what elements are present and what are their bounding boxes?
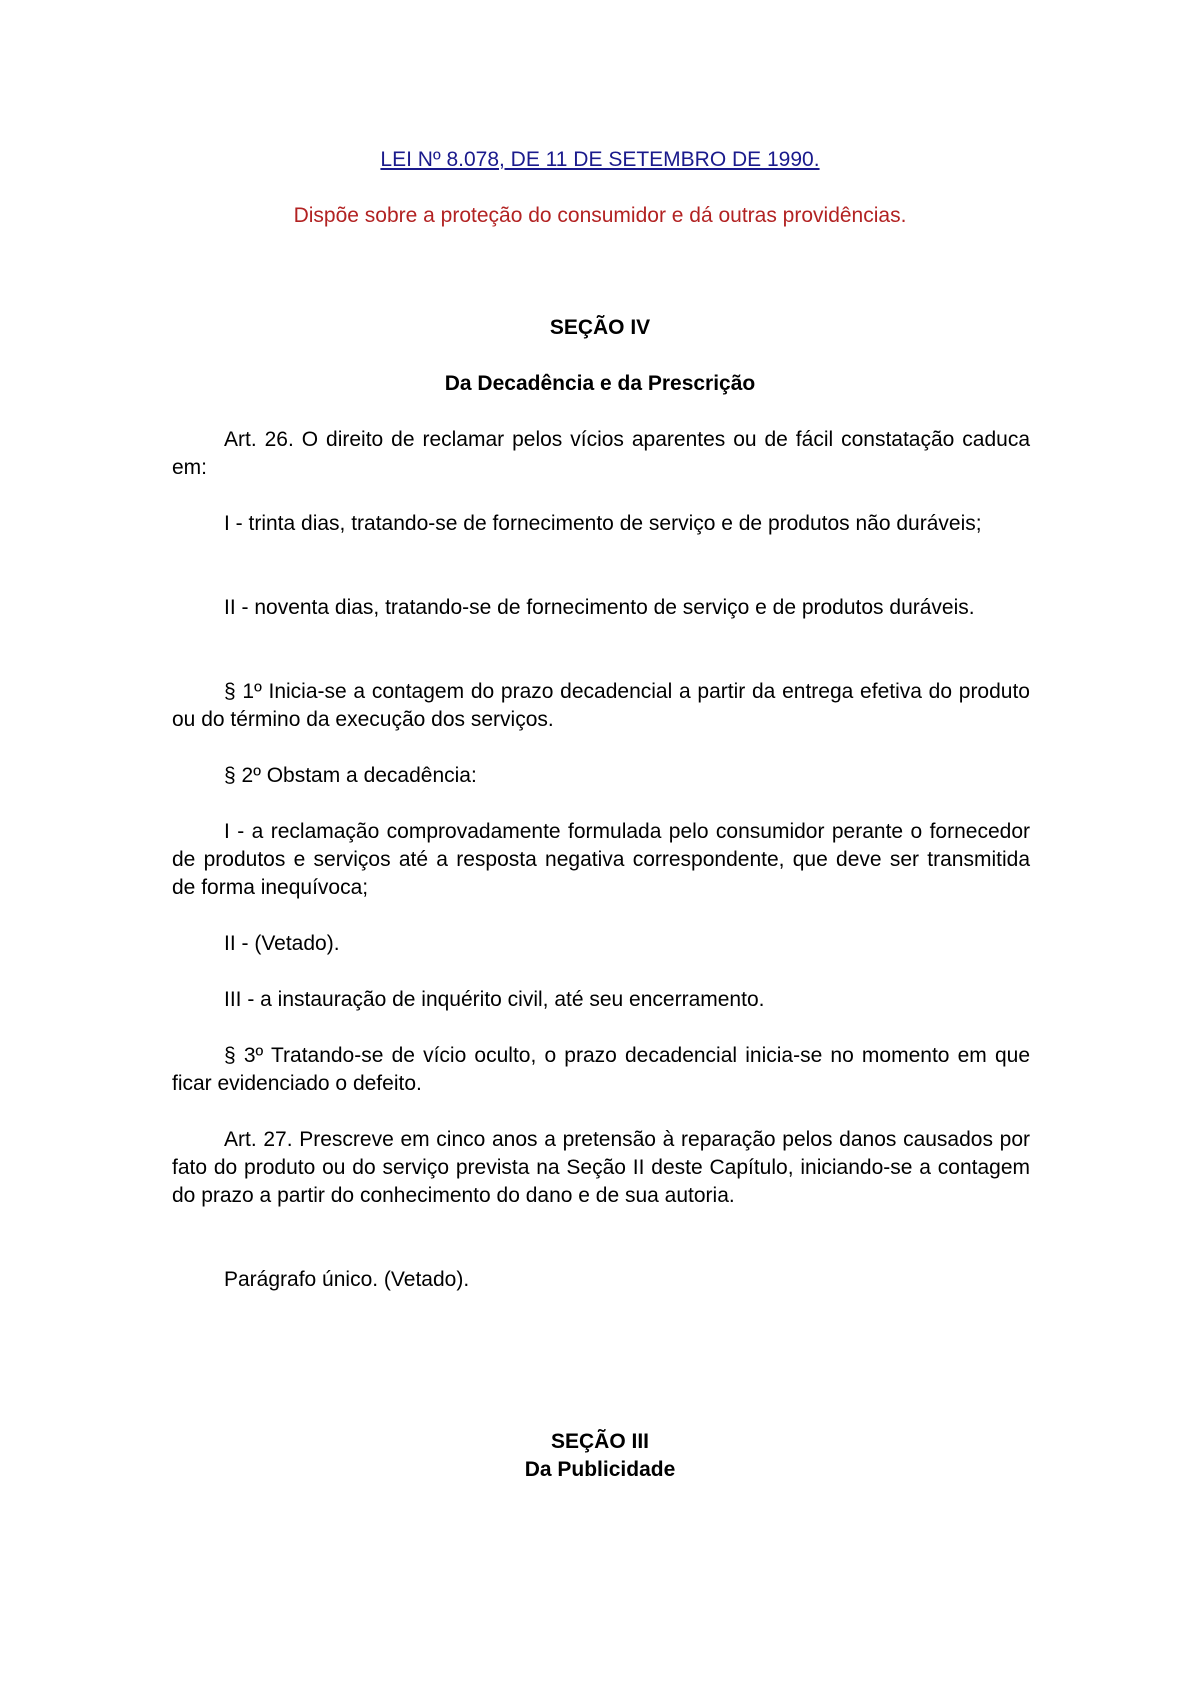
paragraph-par-2-item-ii	[172, 930, 1030, 958]
paragraph-text: III - a instauração de inquérito civil, até seu encerramento.	[224, 988, 765, 1011]
paragraph-art-26-item-ii	[172, 594, 1030, 622]
paragraph-par-2-item-iii	[172, 986, 1030, 1014]
paragraph-text: II - noventa dias, tratando-se de fornecimento de serviço e de produtos duráveis.	[224, 596, 975, 619]
paragraph-text: Art. 27. Prescreve em cinco anos a pretensão à reparação pelos danos causados por fato do produto ou do serviço prevista na Seção II deste Capítulo, iniciando-se a contagem do prazo a partir do conhecimento do dano e de sua autoria.	[172, 1128, 1030, 1207]
paragraph-par-3	[172, 1042, 1030, 1098]
paragraph-text: Parágrafo único. (Vetado).	[224, 1268, 470, 1291]
paragraph-text: Art. 26. O direito de reclamar pelos vícios aparentes ou de fácil constatação caduca em:	[172, 428, 1030, 479]
law-title-link[interactable]: LEI Nº 8.078, DE 11 DE SETEMBRO DE 1990.	[380, 148, 820, 171]
paragraph-text: § 1º Inicia-se a contagem do prazo decadencial a partir da entrega efetiva do produto ou do término da execução dos serviços.	[172, 680, 1030, 731]
paragraph-art-27-unico	[172, 1266, 1030, 1294]
section-iii-subheading: Da Publicidade	[524, 1458, 676, 1481]
paragraph-text: I - trinta dias, tratando-se de fornecimento de serviço e de produtos não duráveis;	[224, 512, 982, 535]
paragraph-text: I - a reclamação comprovadamente formulada pelo consumidor perante o fornecedor de produtos e serviços até a resposta negativa correspondente, que deve ser transmitida de forma inequívoca;	[172, 820, 1030, 899]
paragraph-text: § 3º Tratando-se de vício oculto, o prazo decadencial inicia-se no momento em que ficar evidenciado o defeito.	[172, 1044, 1030, 1095]
paragraph-art-27	[172, 1126, 1030, 1210]
paragraph-text: § 2º Obstam a decadência:	[224, 764, 477, 787]
paragraph-art-26-item-i	[172, 510, 1030, 538]
paragraph-text: II - (Vetado).	[224, 932, 340, 955]
paragraph-art-26	[172, 426, 1030, 482]
paragraph-par-1	[172, 678, 1030, 734]
paragraph-par-2	[172, 762, 1030, 790]
law-summary: Dispõe sobre a proteção do consumidor e dá outras providências.	[293, 204, 907, 227]
paragraph-par-2-item-i	[172, 818, 1030, 902]
section-iv-subheading: Da Decadência e da Prescrição	[444, 372, 756, 395]
section-iii-heading: SEÇÃO III	[550, 1430, 650, 1453]
section-iv-heading: SEÇÃO IV	[549, 316, 651, 339]
